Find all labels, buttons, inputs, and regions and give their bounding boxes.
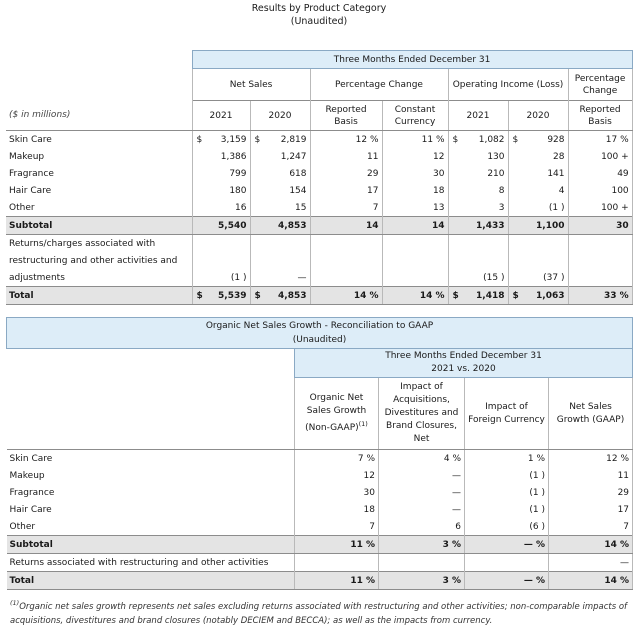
table-row: [7, 467, 633, 484]
total-row: [6, 287, 632, 305]
table-row: [6, 199, 632, 217]
op-income-2020: 28: [553, 151, 565, 162]
row-label: Total: [6, 287, 192, 305]
constant-currency: 18: [382, 182, 448, 199]
impact-fx: 1 %: [465, 450, 549, 468]
results-by-category-table: [6, 50, 633, 305]
row-label: Subtotal: [6, 217, 192, 235]
impact-fx: (6 ): [465, 518, 549, 536]
net-sales-growth: 11: [549, 467, 633, 484]
impact-acquisitions: 3 %: [379, 536, 465, 554]
op-income-2020: (37 ): [543, 272, 565, 283]
op-income-2020: (1 ): [548, 202, 565, 213]
reported-basis: 7: [310, 199, 382, 217]
table-row: [7, 518, 633, 536]
col-oi-2020: 2020: [508, 101, 568, 131]
row-label: Subtotal: [7, 536, 295, 554]
row-label: Total: [7, 572, 295, 590]
table-row: [6, 182, 632, 199]
op-income-2021: 3: [498, 202, 505, 213]
net-sales-2020: 4,853: [264, 217, 310, 235]
op-income-2021: (15 ): [483, 272, 505, 283]
net-sales-growth: 14 %: [549, 536, 633, 554]
net-sales-2021: 16: [235, 202, 247, 213]
subtotal-row: [7, 536, 633, 554]
net-sales-2020: —: [297, 272, 307, 283]
op-income-2021: 1,433: [462, 217, 508, 235]
returns-row-line2: [6, 252, 632, 269]
currency-symbol: $: [508, 287, 522, 305]
table2-subtitle: (Unaudited): [292, 335, 347, 345]
row-label: Hair Care: [9, 504, 52, 515]
col-reported-basis: Reported Basis: [310, 101, 382, 131]
op-income-2021: 1,418: [462, 287, 508, 305]
period-header: Three Months Ended December 31: [192, 51, 632, 69]
returns-row: [6, 269, 632, 287]
net-sales-2021: 799: [229, 168, 247, 179]
op-income-2020: 4: [558, 185, 565, 196]
constant-currency: 14 %: [382, 287, 448, 305]
returns-row-line1: [6, 235, 632, 253]
op-income-2020: 1,063: [522, 287, 568, 305]
impact-acquisitions: —: [379, 501, 465, 518]
impact-acquisitions: —: [379, 484, 465, 501]
table-row: [6, 165, 632, 182]
constant-currency: 14: [382, 217, 448, 235]
footnote: [10, 596, 632, 628]
pct-change: 30: [568, 217, 632, 235]
col-organic-growth: [295, 378, 379, 450]
impact-fx: (1 ): [465, 484, 549, 501]
row-label: Makeup: [9, 470, 45, 481]
row-label: Other: [9, 202, 35, 213]
currency-symbol: $: [508, 131, 522, 149]
table2-title: Organic Net Sales Growth - Reconciliation to GAAP: [205, 321, 434, 331]
pct-change2-group-header: Percentage Change: [568, 69, 632, 101]
net-sales-growth: 12 %: [549, 450, 633, 468]
pct-change: 49: [568, 165, 632, 182]
organic-growth: 7: [295, 518, 379, 536]
net-sales-growth: 14 %: [549, 572, 633, 590]
pct-change: 100 +: [568, 148, 632, 165]
net-sales-2021: 3,159: [220, 134, 247, 145]
reported-basis: 12 %: [310, 131, 382, 149]
impact-fx: — %: [465, 536, 549, 554]
row-label: Fragrance: [9, 168, 54, 179]
unit-label: ($ in millions): [6, 101, 192, 131]
impact-acquisitions: 6: [379, 518, 465, 536]
col-organic-label: Organic Net Sales Growth (Non-GAAP): [305, 393, 367, 433]
op-income-2021: 130: [487, 151, 505, 162]
pct-change: 100 +: [568, 199, 632, 217]
op-income-2021: 210: [487, 168, 505, 179]
constant-currency: 11 %: [382, 131, 448, 149]
table-row: [7, 501, 633, 518]
net-sales-growth: —: [549, 554, 633, 572]
row-label: Hair Care: [9, 185, 52, 196]
net-sales-2021: 1,386: [220, 151, 247, 162]
footnote-marker: (1): [10, 599, 20, 607]
pct-change: 33 %: [568, 287, 632, 305]
footnote-text: Organic net sales growth represents net sales excluding returns associated with restructuring and other activities; non-comparable impacts of acquisitions, divestitures and brand closures (notably DECIEM and BECCA); as well as the impacts from currency.: [10, 601, 628, 626]
organic-growth: 18: [295, 501, 379, 518]
impact-fx: (1 ): [465, 501, 549, 518]
impact-acquisitions: —: [379, 467, 465, 484]
currency-symbol: $: [250, 287, 264, 305]
constant-currency: 12: [382, 148, 448, 165]
reported-basis: 14: [310, 217, 382, 235]
net-sales-2020: 2,819: [280, 134, 307, 145]
organic-growth: 11 %: [295, 536, 379, 554]
net-sales-2020: 4,853: [264, 287, 310, 305]
currency-symbol: $: [192, 287, 206, 305]
row-label: Returns associated with restructuring and other activities: [9, 557, 269, 568]
col-ns-2021: 2021: [192, 101, 250, 131]
net-sales-growth: 17: [549, 501, 633, 518]
organic-growth: 7 %: [295, 450, 379, 468]
net-sales-2020: 154: [289, 185, 307, 196]
pct-change: 100: [568, 182, 632, 199]
table-row: [6, 148, 632, 165]
row-label: Skin Care: [9, 134, 52, 145]
reported-basis: 11: [310, 148, 382, 165]
footnote-marker: (1): [358, 420, 368, 428]
table-row: [7, 450, 633, 468]
organic-growth-table: [6, 317, 633, 590]
reported-basis: 17: [310, 182, 382, 199]
net-sales-2021: 5,540: [206, 217, 250, 235]
col-net-sales-growth: Net Sales Growth (GAAP): [549, 378, 633, 450]
net-sales-2021: (1 ): [230, 272, 247, 283]
net-sales-2020: 618: [289, 168, 307, 179]
net-sales-2020: 1,247: [280, 151, 307, 162]
constant-currency: 13: [382, 199, 448, 217]
currency-symbol: $: [250, 131, 264, 149]
pct-change: 17 %: [568, 131, 632, 149]
table-row: [6, 131, 632, 149]
currency-symbol: $: [448, 287, 462, 305]
net-sales-2021: 5,539: [206, 287, 250, 305]
subtotal-row: [6, 217, 632, 235]
impact-fx: (1 ): [465, 467, 549, 484]
row-label: Other: [9, 521, 36, 532]
row-label: Returns/charges associated with: [9, 238, 156, 249]
pct-change-group-header: Percentage Change: [310, 69, 448, 101]
constant-currency: 30: [382, 165, 448, 182]
col-impact-acquisitions: Impact of Acquisitions, Divestitures and Brand Closures, Net: [379, 378, 465, 450]
op-income-2021: 1,082: [478, 134, 505, 145]
table2-period-line2: 2021 vs. 2020: [431, 364, 496, 374]
organic-growth: 12: [295, 467, 379, 484]
col-oi-2021: 2021: [448, 101, 508, 131]
organic-growth: 11 %: [295, 572, 379, 590]
net-sales-growth: 29: [549, 484, 633, 501]
row-label: Makeup: [9, 151, 45, 162]
reported-basis: 29: [310, 165, 382, 182]
currency-symbol: $: [192, 131, 206, 149]
impact-acquisitions: 3 %: [379, 572, 465, 590]
table2-period-line1: Three Months Ended December 31: [385, 351, 542, 361]
row-label: adjustments: [9, 272, 65, 283]
col-constant-currency: Constant Currency: [382, 101, 448, 131]
impact-acquisitions: 4 %: [379, 450, 465, 468]
page-subtitle: (Unaudited): [290, 16, 348, 27]
net-sales-2021: 180: [229, 185, 247, 196]
returns-row: [7, 554, 633, 572]
row-label: Skin Care: [9, 453, 53, 464]
op-income-2021: 8: [498, 185, 505, 196]
reported-basis: 14 %: [310, 287, 382, 305]
row-label: restructuring and other activities and: [9, 255, 178, 266]
impact-fx: — %: [465, 572, 549, 590]
organic-growth: 30: [295, 484, 379, 501]
op-income-2020: 928: [547, 134, 565, 145]
total-row: [7, 572, 633, 590]
col-reported-basis-2: Reported Basis: [568, 101, 632, 131]
row-label: Fragrance: [9, 487, 55, 498]
op-income-2020: 1,100: [522, 217, 568, 235]
op-income-group-header: Operating Income (Loss): [448, 69, 568, 101]
table-row: [7, 484, 633, 501]
col-impact-fx: Impact of Foreign Currency: [465, 378, 549, 450]
page-title: Results by Product Category: [251, 3, 387, 14]
net-sales-growth: 7: [549, 518, 633, 536]
net-sales-2020: 15: [295, 202, 307, 213]
currency-symbol: $: [448, 131, 462, 149]
op-income-2020: 141: [547, 168, 565, 179]
col-ns-2020: 2020: [250, 101, 310, 131]
net-sales-group-header: Net Sales: [192, 69, 310, 101]
